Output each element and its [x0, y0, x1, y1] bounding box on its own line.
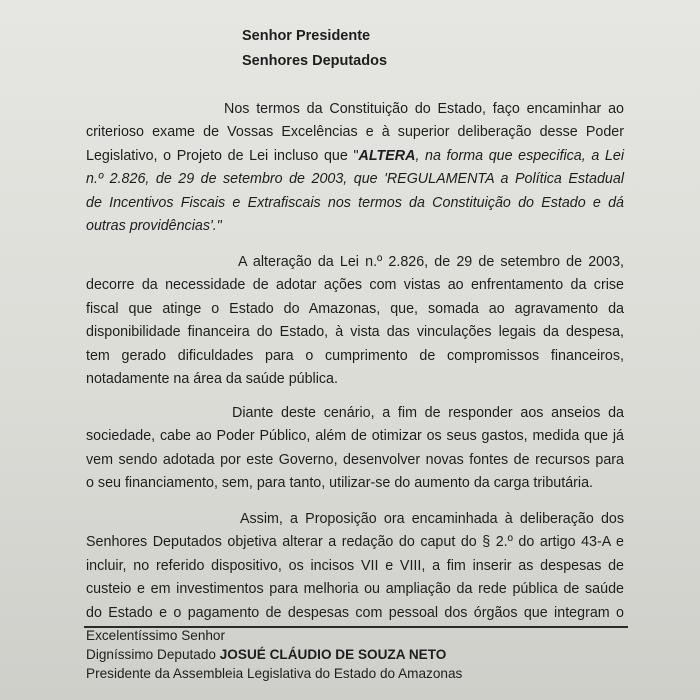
paragraph-line: vem sendo adotada por este Governo, desenvolver novas fontes de recursos para: [86, 451, 624, 468]
paragraph-line: fiscal que atinge o Estado do Amazonas, que, somada ao agravamento da: [86, 300, 624, 317]
paragraph-2: [86, 251, 624, 391]
paragraph-4: [86, 508, 624, 625]
addressee-name: JOSUÉ CLÁUDIO DE SOUZA NETO: [219, 647, 447, 662]
paragraph-line: tem gerado dificuldades para o cumprimento de compromissos financeiros,: [86, 347, 624, 364]
paragraph-line: de Incentivos Fiscais e Extrafiscais nos termos da Constituição do Estado e dá: [86, 194, 624, 211]
addressee-title: Excelentíssimo Senhor: [86, 628, 226, 643]
paragraph-line: Assim, a Proposição ora encaminhada à deliberação dos: [240, 511, 624, 527]
addressee-position: Presidente da Assembleia Legislativa do Estado do Amazonas: [86, 666, 463, 681]
salutation-president: Senhor Presidente: [242, 28, 371, 44]
paragraph-1: [86, 98, 624, 238]
addressee-name-line: [86, 645, 462, 664]
paragraph-line: n.º 2.826, de 29 de setembro de 2003, que 'REGULAMENTA a Política Estadual: [86, 171, 625, 188]
salutation-deputies: Senhores Deputados: [242, 53, 388, 69]
paragraph-line: custeio e em investimentos para melhoria ou ampliação da rede pública de saúde: [86, 581, 624, 598]
addressee-prefix: Digníssimo Deputado: [86, 647, 220, 662]
paragraph-line: Legislativo, o Projeto de Lei incluso que "ALTERA, na forma que especifica, a Lei: [86, 147, 624, 164]
paragraph-line: Nos termos da Constituição do Estado, faço encaminhar ao: [224, 101, 624, 117]
salutation: [242, 24, 387, 74]
paragraph-line: decorre da necessidade de adotar ações com vistas ao enfrentamento da crise: [86, 277, 624, 294]
paragraph-line: A alteração da Lei n.º 2.826, de 29 de setembro de 2003,: [238, 254, 624, 270]
addressee-block: [86, 626, 462, 683]
paragraph-line: o seu financiamento, sem, para tanto, utilizar-se do aumento da carga tributária.: [86, 475, 594, 492]
paragraph-line: Diante deste cenário, a fim de responder aos anseios da: [232, 405, 624, 421]
paragraph-line: outras providências'.": [86, 218, 222, 235]
paragraph-3: [86, 402, 624, 496]
paragraph-line: criterioso exame de Vossas Excelências e à superior deliberação desse Poder: [86, 124, 624, 141]
paragraph-line: do Estado e o pagamento de despesas com pessoal dos órgãos que integram o: [86, 604, 624, 621]
paragraph-line: Senhores Deputados objetiva alterar a redação do caput do § 2.º do artigo 43-A e: [86, 534, 624, 551]
paragraph-line: notadamente na área da saúde pública.: [86, 371, 338, 388]
paragraph-line: incluir, no referido dispositivo, os incisos VII e VIII, a fim inserir as despesas de: [86, 557, 624, 574]
paragraph-line: sociedade, cabe ao Poder Público, além de otimizar os seus gastos, medida que já: [86, 428, 624, 445]
paragraph-line: disponibilidade financeira do Estado, à vista das vinculações legais da despesa,: [86, 324, 624, 341]
